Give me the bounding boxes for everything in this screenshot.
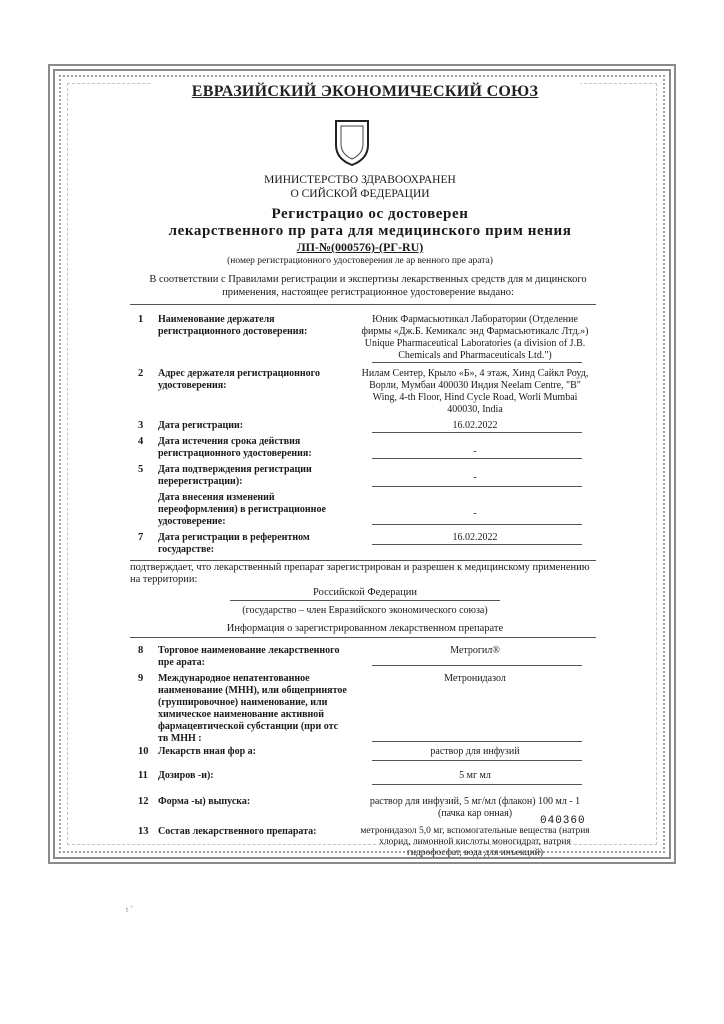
ministry-name: [200, 173, 520, 201]
row-number: 11: [138, 770, 148, 781]
ministry-line-1: МИНИСТЕРСТВО ЗДРАВООХРАНЕН: [264, 174, 456, 186]
certificate-number-caption: (номер регистрационного удостоверения ле ар венного пре арата): [227, 256, 493, 266]
row-value-inn: Метронидазол: [444, 673, 506, 684]
table-middle-rule: [130, 560, 596, 561]
certificate-intro: В соответствии с Правилами регистрации и экспертизы лекарственных средств для м дицинского применения, настоящее регистрационное удостоверение выдано:: [149, 274, 587, 298]
row-label-holder-address: Адрес держателя регистрационного удостоверения:: [158, 368, 320, 391]
row-number: 10: [138, 746, 149, 757]
row-divider: [372, 665, 582, 666]
certificate-title-line-2: лекарственного пр рата для медицинского прим нения: [168, 223, 572, 239]
row-label-changes-date: Дата внесения изменений переоформления) в регистрационное удостоверение:: [158, 492, 326, 527]
row-value-holder-address: Нилам Сентер, Крыло «Б», 4 этаж, Хинд Сайкл Роуд, Ворли, Мумбаи 400030 Индия Neelam Centre, "B" Wing, 4-th Floor, Hind Cycle Road, Worli Mumbai 400030, India: [361, 368, 589, 415]
row-divider: [372, 741, 582, 742]
country-underline: [230, 600, 500, 601]
row-number: 7: [138, 532, 144, 543]
row-divider: [372, 524, 582, 525]
certificate-title: [90, 206, 650, 240]
row-value-release-form: раствор для инфузий, 5 мг/мл (флакон) 100 мл - 1 (пачка кар онная): [369, 796, 581, 819]
row-number: 13: [138, 826, 149, 837]
row-value-dosage: 5 мг мл: [459, 770, 491, 781]
row-divider: [372, 432, 582, 433]
union-header: ЕВРАЗИЙСКИЙ ЭКОНОМИЧЕСКИЙ СОЮЗ: [150, 83, 580, 101]
row-divider: [372, 544, 582, 545]
table-top-rule: [130, 304, 596, 305]
row-label-trade-name: Торговое наименование лекарственного пре арата:: [158, 645, 340, 668]
row-number: 3: [138, 420, 144, 431]
row-divider: [372, 486, 582, 487]
row-label-registration-date: Дата регистрации:: [158, 420, 244, 431]
row-number: 4: [138, 436, 144, 447]
row-label-dosage-form: Лекарств нная фор а:: [158, 746, 256, 757]
row-divider: [372, 784, 582, 785]
row-label-expiry-date: Дата истечения срока действия регистрационного удостоверения:: [158, 436, 312, 459]
row-value-trade-name: Метрогил®: [450, 645, 500, 656]
row-divider: [372, 458, 582, 459]
row-label-inn: Международное непатентованное наименование (МНН), или общепринятое (группировочное) наименование, или химическое наименование активной фармацевтической субстанции (при отс тв МНН :: [158, 673, 347, 744]
row-label-holder-name: Наименование держателя регистрационного достоверения:: [158, 314, 308, 337]
row-value-registration-date: 16.02.2022: [452, 420, 498, 431]
row-value-reference-date: 16.02.2022: [452, 532, 498, 543]
row-label-dosage: Дозиров -и):: [158, 770, 214, 781]
row-number: 5: [138, 464, 144, 475]
row-number: 9: [138, 673, 144, 684]
row-value-holder-name: Юник Фармасьютикал Лаборатории (Отделение фирмы «Дж.Б. Кемикалс энд Фармасьютикалс Лтд.») Unique Pharmaceutical Laboratories (a division of J.B. Chemicals and Pharmaceuticals Ltd."): [361, 314, 589, 361]
row-number: 2: [138, 368, 144, 379]
row-divider: [372, 760, 582, 761]
row-value-composition: метронидазол 5,0 мг, вспомогательные вещества (натрия хлорид, лимонной кислоты моногидрат, натрия гидрофосфат, вода для инъекций): [360, 826, 590, 858]
ministry-line-2: О СИЙСКОЙ ФЕДЕРАЦИИ: [290, 188, 430, 200]
row-value-expiry-date: -: [473, 446, 477, 457]
corner-mark: t ˚: [126, 905, 133, 914]
certificate-number: ЛП-№(000576)-(РГ-RU): [296, 240, 424, 254]
form-serial-number: 040360: [540, 815, 586, 827]
row-value-changes-date: -: [473, 508, 477, 519]
coat-of-arms-icon: [332, 117, 372, 167]
row-label-confirmation-date: Дата подтверждения регистрации перерегистрации):: [158, 464, 312, 487]
row-number: 12: [138, 796, 149, 807]
row-label-release-form: Форма -ы) выпуска:: [158, 796, 251, 807]
row-value-dosage-form: раствор для инфузий: [430, 746, 520, 757]
product-info-heading: Информация о зарегистрированном лекарственном препарате: [226, 623, 504, 634]
certificate-title-line-1: Регистрацио ос достоверен: [271, 206, 469, 222]
row-number: 1: [138, 314, 144, 325]
info-rule: [130, 637, 596, 638]
row-divider: [372, 362, 582, 363]
row-label-composition: Состав лекарственного препарата:: [158, 826, 317, 837]
country-caption: (государство – член Евразийского экономического союза): [242, 605, 488, 616]
row-value-confirmation-date: -: [473, 472, 477, 483]
country-name: Российской Федерации: [313, 587, 417, 598]
row-label-reference-date: Дата регистрации в референтном государстве:: [158, 532, 310, 555]
confirmation-text: подтверждает, что лекарственный препарат зарегистрирован и разрешен к медицинскому применению на территории:: [130, 562, 590, 585]
row-number: 8: [138, 645, 144, 656]
